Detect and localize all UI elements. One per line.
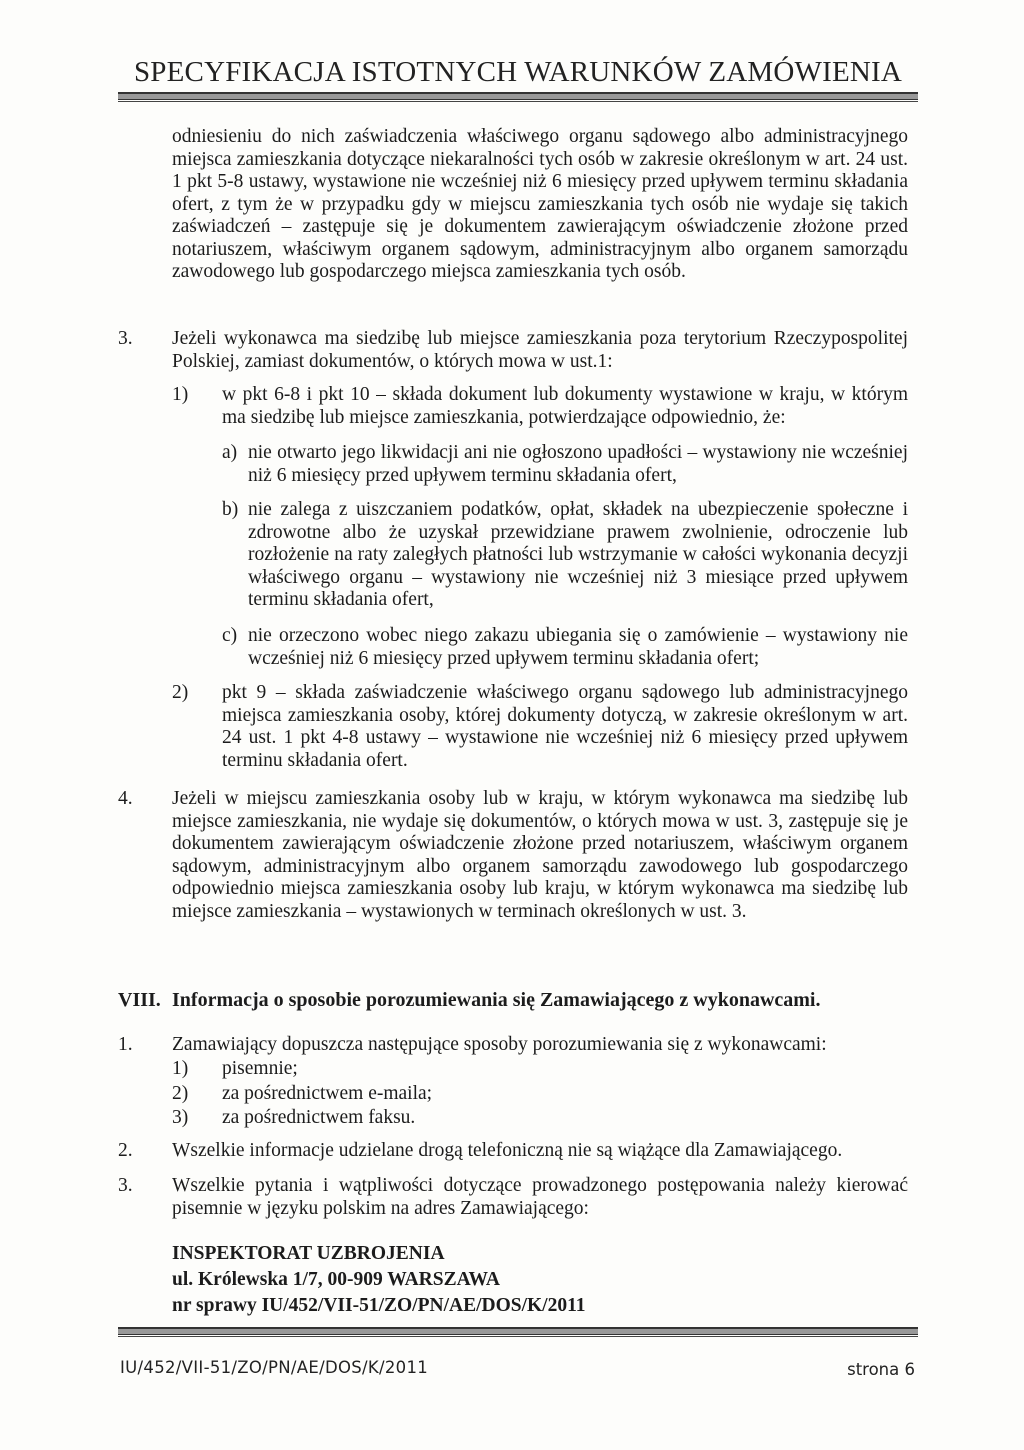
footer-divider	[118, 1327, 918, 1335]
address-street: ul. Królewska 1/7, 00-909 WARSZAWA	[172, 1269, 500, 1290]
s1-item-1-text: pisemnie;	[222, 1058, 298, 1079]
s2-number: 2.	[118, 1140, 133, 1161]
address-name: INSPEKTORAT UZBROJENIA	[172, 1243, 445, 1264]
s1-item-2-number: 2)	[172, 1083, 189, 1104]
s1-number: 1.	[118, 1034, 133, 1055]
item-3-1-number: 1)	[172, 384, 189, 405]
s1-item-1-number: 1)	[172, 1058, 189, 1079]
item-3-1-c-letter: c)	[222, 625, 238, 646]
section-viii-title: Informacja o sposobie porozumiewania się Zamawiającego z wykonawcami.	[172, 989, 821, 1011]
footer-page-number: strona 6	[847, 1360, 915, 1379]
s3-text: Wszelkie pytania i wątpliwości dotyczące prowadzonego postępowania należy kierować pisemnie w języku polskim na adres Zamawiającego:	[172, 1175, 908, 1219]
item-3-2-number: 2)	[172, 682, 189, 703]
item-3-1-b-letter: b)	[222, 499, 239, 520]
header-divider-thin	[118, 101, 918, 102]
s1-text: Zamawiający dopuszcza następujące sposoby porozumiewania się z wykonawcami:	[172, 1034, 827, 1055]
item-4-text: Jeżeli w miejscu zamieszkania osoby lub w kraju, w którym wykonawca ma siedzibę lub miejsce zamieszkania, nie wydaje się dokumentów, o których mowa w ust. 3, zastępuje się je dokumentem zawierającym oświadczenie złożone przed notariuszem, właściwym organem sądowym, administracyjnym albo organem samorządu zawodowego lub gospodarczego odpowiednio miejsca zamieszkania osoby lub kraju, w którym wykonawca ma siedzibę lub miejsce zamieszkania – wystawionych w terminach określonych w ust. 3.	[172, 788, 908, 922]
item-3-1-text: w pkt 6-8 i pkt 10 – składa dokument lub dokumenty wystawione w kraju, w którym ma siedzibę lub miejsce zamieszkania, potwierdzające odpowiednio, że:	[222, 384, 908, 428]
s1-item-3-text: za pośrednictwem faksu.	[222, 1107, 416, 1128]
intro-paragraph: odniesieniu do nich zaświadczenia właściwego organu sądowego albo administracyjnego miejsca zamieszkania dotyczące niekaralności tych osób w zakresie określonym w art. 24 ust. 1 pkt 5-8 ustawy, wystawione nie wcześniej niż 6 miesięcy przed upływem terminu składania ofert, z tym że w przypadku gdy w miejscu zamieszkania tych osób nie wydaje się takich zaświadczeń – zastępuje się je dokumentem zawierającym oświadczenie złożone przed notariuszem, właściwym organem sądowym, administracyjnym albo organem samorządu zawodowego lub gospodarczego miejsca zamieszkania tych osób.	[172, 126, 908, 282]
item-3-2-text: pkt 9 – składa zaświadczenie właściwego organu sądowego lub administracyjnego miejsca zamieszkania osoby, której dokumenty dotyczą, w zakresie określonym w art. 24 ust. 1 pkt 4-8 ustawy – wystawione nie wcześniej niż 6 miesięcy przed upływem terminu składania ofert.	[222, 682, 908, 771]
item-3-1-b-text: nie zalega z uiszczaniem podatków, opłat, składek na ubezpieczenie społeczne i zdrowotne albo że uzyskał przewidziane prawem zwolnienie, odroczenie lub rozłożenie na raty zaległych płatności lub wstrzymanie w całości wykonania decyzji właściwego organu – wystawiony nie wcześniej niż 3 miesiące przed upływem terminu składania ofert,	[248, 499, 908, 610]
item-3-1-a-letter: a)	[222, 442, 238, 463]
s2-text: Wszelkie informacje udzielane drogą telefoniczną nie są wiążące dla Zamawiającego.	[172, 1140, 843, 1161]
footer-case-number: IU/452/VII-51/ZO/PN/AE/DOS/K/2011	[120, 1358, 429, 1377]
s1-item-3-number: 3)	[172, 1107, 189, 1128]
item-4-number: 4.	[118, 788, 133, 809]
s3-number: 3.	[118, 1175, 133, 1196]
item-3-number: 3.	[118, 328, 133, 349]
item-3-1-c-text: nie orzeczono wobec niego zakazu ubiegania się o zamówienie – wystawiony nie wcześniej niż 6 miesięcy przed upływem terminu składania ofert;	[248, 625, 908, 669]
footer-divider-thin	[118, 1336, 918, 1337]
section-viii-number: VIII.	[118, 989, 161, 1011]
item-3-1-a-text: nie otwarto jego likwidacji ani nie ogłoszono upadłości – wystawiony nie wcześniej niż 6 miesięcy przed upływem terminu składania ofert,	[248, 442, 908, 486]
item-3-text: Jeżeli wykonawca ma siedzibę lub miejsce zamieszkania poza terytorium Rzeczypospolitej Polskiej, zamiast dokumentów, o których mowa w ust.1:	[172, 328, 908, 372]
header-divider	[118, 92, 918, 100]
s1-item-2-text: za pośrednictwem e-maila;	[222, 1083, 433, 1104]
page-header-title: SPECYFIKACJA ISTOTNYCH WARUNKÓW ZAMÓWIENIA	[133, 56, 903, 88]
address-case-number: nr sprawy IU/452/VII-51/ZO/PN/AE/DOS/K/2011	[172, 1295, 586, 1316]
